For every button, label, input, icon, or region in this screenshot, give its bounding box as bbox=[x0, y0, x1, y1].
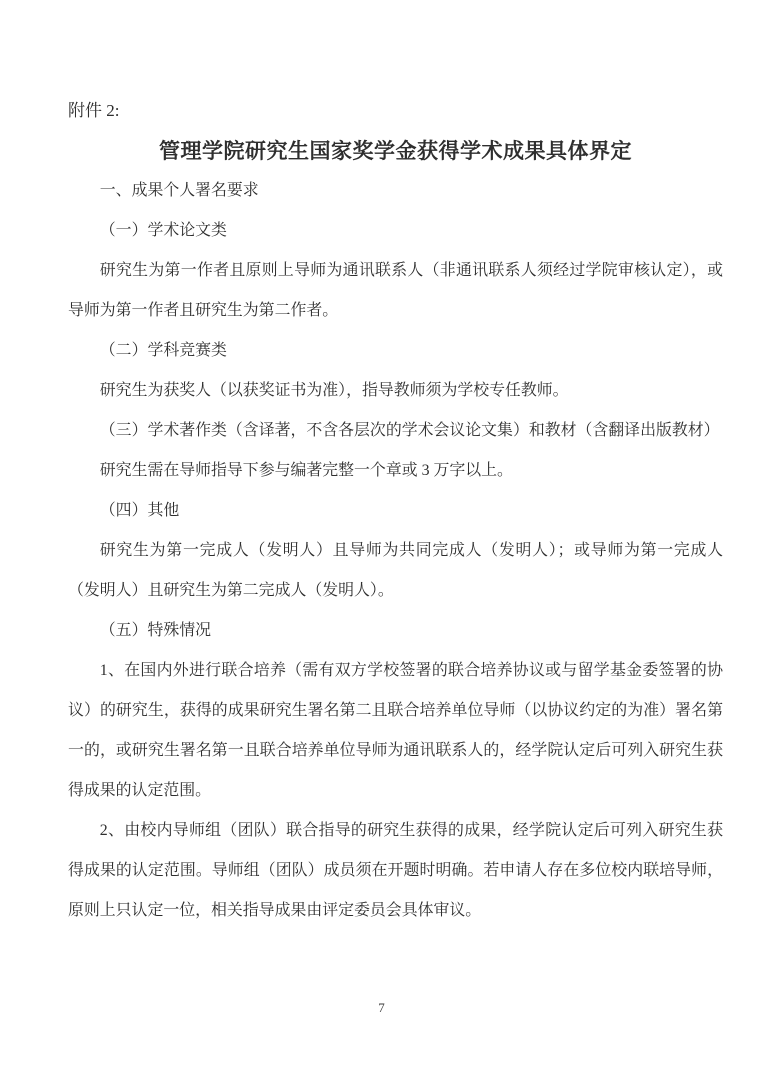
page-number: 7 bbox=[378, 1000, 385, 1015]
document-body bbox=[68, 171, 723, 931]
document-title: 管理学院研究生国家奖学金获得学术成果具体界定 bbox=[159, 139, 632, 163]
paragraph-sub-heading: （五）特殊情况 bbox=[99, 622, 212, 639]
attachment-label: 附件 2: bbox=[68, 101, 120, 120]
paragraph-body: 2、由校内导师组（团队）联合指导的研究生获得的成果，经学院认定后可列入研究生获得成果的认定范围。导师组（团队）成员须在开题时明确。若申请人存在多位校内联培导师，原则上只认定一位，相关指导成果由评定委员会具体审议。 bbox=[68, 822, 723, 919]
paragraph-sub-heading: （二）学科竞赛类 bbox=[99, 342, 227, 359]
paragraph-body: 研究生为第一完成人（发明人）且导师为共同完成人（发明人）；或导师为第一完成人（发明人）且研究生为第二完成人（发明人）。 bbox=[68, 542, 723, 599]
paragraph-sub-heading: （三）学术著作类（含译著，不含各层次的学术会议论文集）和教材（含翻译出版教材） bbox=[99, 422, 720, 439]
paragraph-body: 1、在国内外进行联合培养（需有双方学校签署的联合培养协议或与留学基金委签署的协议）的研究生，获得的成果研究生署名第二且联合培养单位导师（以协议约定的为准）署名第一的，或研究生署名第一且联合培养单位导师为通讯联系人的，经学院认定后可列入研究生获得成果的认定范围。 bbox=[68, 662, 723, 799]
paragraph-sub-heading: （四）其他 bbox=[99, 502, 180, 519]
paragraph-sub-heading: （一）学术论文类 bbox=[99, 222, 227, 239]
paragraph-body: 研究生为第一作者且原则上导师为通讯联系人（非通讯联系人须经过学院审核认定），或导师为第一作者且研究生为第二作者。 bbox=[68, 262, 723, 319]
paragraph-body: 研究生需在导师指导下参与编著完整一个章或 3 万字以上。 bbox=[99, 462, 513, 479]
paragraph-section-heading: 一、成果个人署名要求 bbox=[99, 182, 259, 199]
paragraph-body: 研究生为获奖人（以获奖证书为准），指导教师须为学校专任教师。 bbox=[99, 382, 569, 399]
document-content bbox=[68, 91, 723, 931]
